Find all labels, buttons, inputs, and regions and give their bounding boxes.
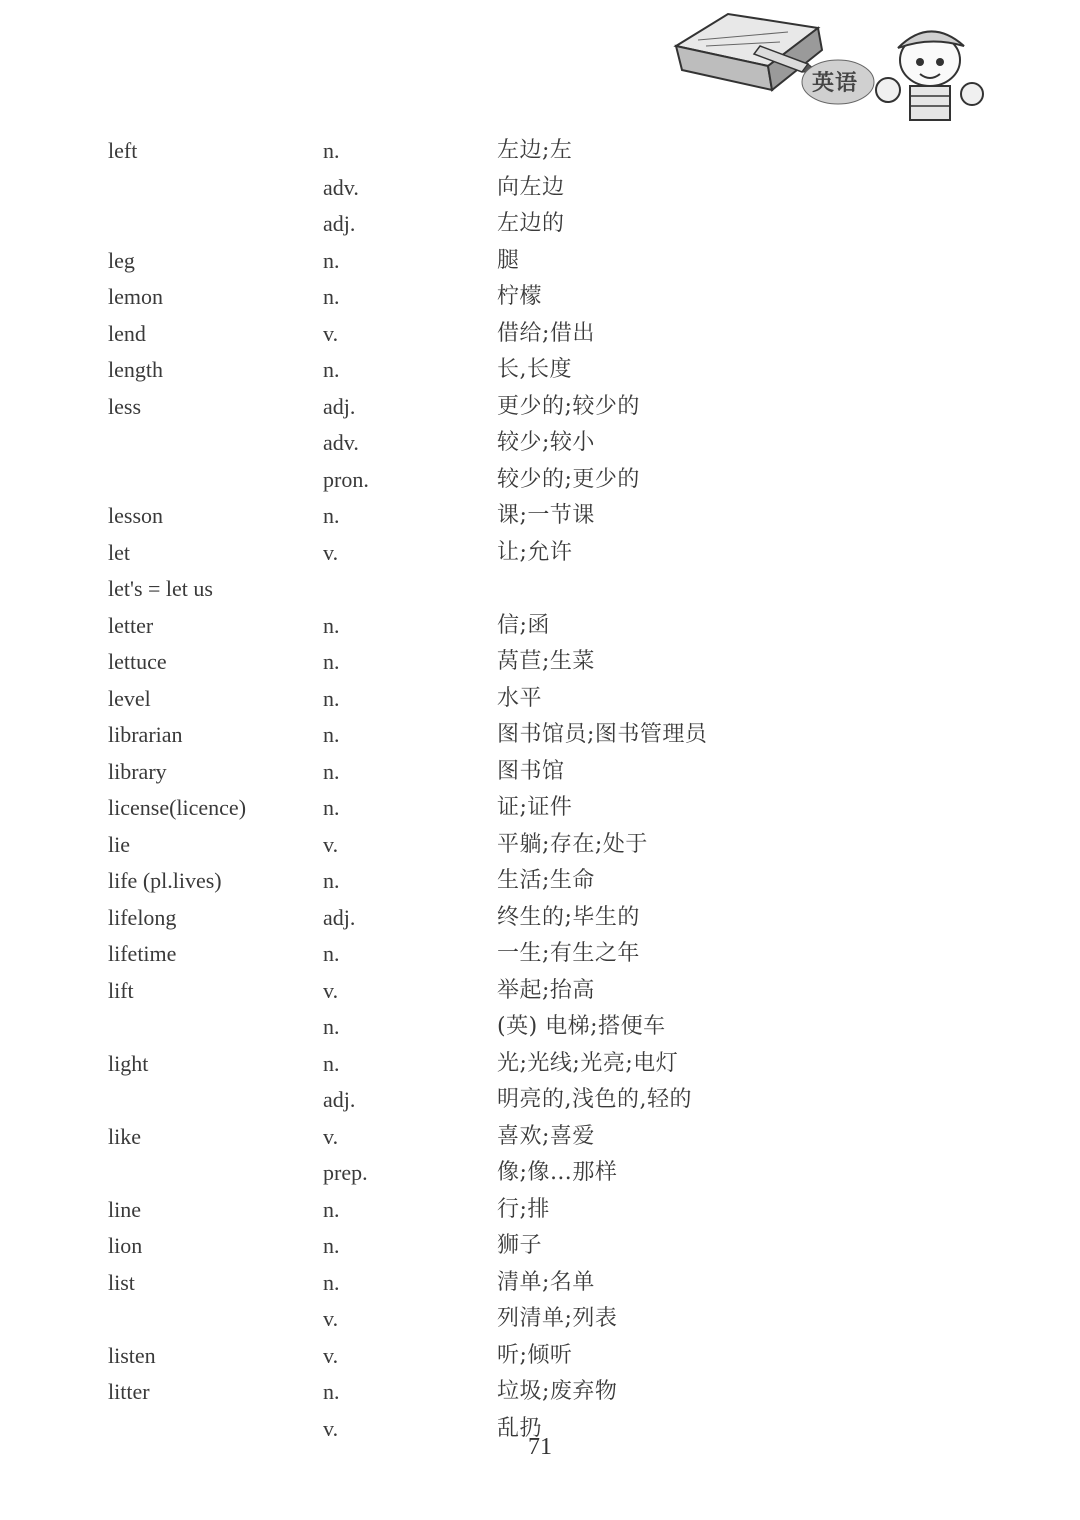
part-of-speech: n.: [323, 1233, 340, 1258]
vocab-row: [0, 1301, 1080, 1338]
part-of-speech: n.: [323, 722, 340, 747]
vocab-row: [0, 170, 1080, 207]
vocab-row: [0, 863, 1080, 900]
part-of-speech: adj.: [323, 211, 356, 236]
part-of-speech: v.: [323, 1123, 339, 1149]
vocab-row: [0, 1192, 1080, 1229]
chinese-meaning: 列清单;列表: [497, 1306, 618, 1331]
chinese-meaning: 乱扔: [497, 1415, 543, 1441]
chinese-meaning: 明亮的,浅色的,轻的: [497, 1087, 692, 1112]
part-of-speech: n.: [323, 1050, 340, 1076]
part-of-speech: n.: [323, 612, 340, 638]
vocab-row: [0, 425, 1080, 462]
part-of-speech: n.: [323, 357, 340, 382]
chinese-meaning: 较少的;更少的: [497, 466, 640, 492]
part-of-speech: v.: [323, 320, 339, 346]
part-of-speech: v.: [323, 1342, 339, 1368]
chinese-meaning: 莴苣;生菜: [497, 649, 595, 674]
chinese-meaning: 喜欢;喜爱: [497, 1123, 595, 1149]
part-of-speech: pron.: [323, 466, 369, 492]
word-text: librarian: [108, 722, 183, 747]
chinese-meaning: 向左边: [497, 174, 565, 200]
word-text: lemon: [108, 284, 163, 309]
chinese-meaning: 较少;较小: [497, 430, 595, 455]
word-text: lesson: [108, 503, 163, 528]
chinese-meaning: 终生的;毕生的: [497, 904, 640, 930]
word-text: let's = let us: [108, 576, 213, 601]
page-number: 71: [528, 1434, 552, 1460]
vocab-row: [0, 717, 1080, 754]
vocab-row: [0, 243, 1080, 280]
subject-label: 英语: [812, 71, 859, 96]
part-of-speech: n.: [323, 941, 340, 966]
word-text: letter: [108, 612, 154, 638]
vocab-row: [0, 535, 1080, 572]
vocab-row: [0, 206, 1080, 243]
vocab-row: [0, 462, 1080, 499]
chinese-meaning: 左边的: [497, 211, 565, 236]
word-text: lifelong: [108, 904, 177, 930]
vocab-row: [0, 279, 1080, 316]
chinese-meaning: 平躺;存在;处于: [497, 831, 648, 857]
vocab-row: [0, 936, 1080, 973]
vocab-row: [0, 608, 1080, 645]
chinese-meaning: 长,长度: [497, 357, 572, 382]
word-text: left: [108, 138, 138, 163]
chinese-meaning: 腿: [497, 247, 520, 273]
chinese-meaning: 光;光线;光亮;电灯: [497, 1050, 679, 1076]
chinese-meaning: 狮子: [497, 1233, 543, 1258]
part-of-speech: v.: [323, 539, 339, 565]
chinese-meaning: (英) 电梯;搭便车: [497, 1014, 666, 1039]
chinese-meaning: 图书馆: [497, 758, 565, 784]
chinese-meaning: 一生;有生之年: [497, 941, 640, 966]
vocab-row: [0, 1082, 1080, 1119]
word-text: lend: [108, 320, 146, 346]
vocab-row: [0, 754, 1080, 791]
vocab-row: [0, 1155, 1080, 1192]
vocab-row: [0, 1338, 1080, 1375]
vocab-row: [0, 1265, 1080, 1302]
chinese-meaning: 生活;生命: [497, 868, 595, 893]
word-text: lettuce: [108, 649, 167, 674]
word-text: line: [108, 1196, 141, 1222]
part-of-speech: adj.: [323, 393, 356, 419]
chinese-meaning: 听;倾听: [497, 1342, 573, 1368]
vocab-row: [0, 1119, 1080, 1156]
vocab-row: [0, 1046, 1080, 1083]
chinese-meaning: 柠檬: [497, 284, 543, 309]
chinese-meaning: 像;像…那样: [497, 1160, 618, 1185]
part-of-speech: adj.: [323, 904, 356, 930]
chinese-meaning: 让;允许: [497, 539, 573, 565]
word-text: license(licence): [108, 795, 247, 820]
chinese-meaning: 信;函: [497, 612, 550, 638]
word-text: life (pl.lives): [108, 868, 222, 893]
part-of-speech: n.: [323, 1379, 340, 1404]
vocab-row: [0, 1228, 1080, 1265]
chinese-meaning: 举起;抬高: [497, 977, 595, 1003]
word-text: like: [108, 1123, 141, 1149]
word-text: light: [108, 1050, 149, 1076]
word-text: list: [108, 1269, 135, 1295]
book-icon: [676, 14, 822, 90]
part-of-speech: adv.: [323, 174, 359, 200]
part-of-speech: adj.: [323, 1087, 356, 1112]
part-of-speech: n.: [323, 247, 340, 273]
vocab-row: [0, 973, 1080, 1010]
chinese-meaning: 垃圾;废弃物: [497, 1379, 618, 1404]
vocab-row: [0, 498, 1080, 535]
part-of-speech: v.: [323, 977, 339, 1003]
part-of-speech: n.: [323, 1014, 340, 1039]
chinese-meaning: 清单;名单: [497, 1269, 595, 1295]
cartoon-kid-icon: [876, 31, 983, 120]
vocab-row: [0, 571, 1080, 608]
word-text: listen: [108, 1342, 156, 1368]
vocab-row: [0, 389, 1080, 426]
word-text: let: [108, 539, 130, 565]
word-text: less: [108, 393, 141, 419]
vocab-row: [0, 316, 1080, 353]
vocab-row: [0, 352, 1080, 389]
part-of-speech: n.: [323, 1196, 340, 1222]
vocab-row: [0, 1374, 1080, 1411]
chinese-meaning: 课;一节课: [497, 503, 595, 528]
chinese-meaning: 左边;左: [497, 138, 573, 163]
chinese-meaning: 图书馆员;图书管理员: [497, 722, 708, 747]
word-text: lifetime: [108, 941, 177, 966]
chinese-meaning: 更少的;较少的: [497, 393, 640, 419]
part-of-speech: n.: [323, 503, 340, 528]
vocab-row: [0, 1009, 1080, 1046]
part-of-speech: n.: [323, 284, 340, 309]
word-text: lie: [108, 831, 130, 857]
part-of-speech: n.: [323, 1269, 340, 1295]
part-of-speech: v.: [323, 1415, 339, 1441]
vocab-row: [0, 644, 1080, 681]
word-text: litter: [108, 1379, 150, 1404]
word-text: level: [108, 685, 151, 711]
part-of-speech: n.: [323, 758, 340, 784]
word-text: lion: [108, 1233, 143, 1258]
vocab-row: [0, 681, 1080, 718]
chinese-meaning: 行;排: [497, 1196, 550, 1222]
word-text: library: [108, 758, 167, 784]
word-text: length: [108, 357, 163, 382]
part-of-speech: n.: [323, 685, 340, 711]
word-text: leg: [108, 247, 135, 273]
vocab-row: [0, 790, 1080, 827]
part-of-speech: n.: [323, 868, 340, 893]
chinese-meaning: 借给;借出: [497, 320, 595, 346]
part-of-speech: prep.: [323, 1160, 368, 1185]
header-illustration: [668, 6, 998, 124]
chinese-meaning: 水平: [497, 685, 543, 711]
part-of-speech: v.: [323, 831, 339, 857]
part-of-speech: v.: [323, 1306, 339, 1331]
vocabulary-list: [0, 133, 1080, 1447]
part-of-speech: n.: [323, 138, 340, 163]
part-of-speech: n.: [323, 795, 340, 820]
chinese-meaning: 证;证件: [497, 795, 573, 820]
vocab-row: [0, 900, 1080, 937]
vocab-row: [0, 133, 1080, 170]
part-of-speech: adv.: [323, 430, 359, 455]
part-of-speech: n.: [323, 649, 340, 674]
vocab-row: [0, 827, 1080, 864]
word-text: lift: [108, 977, 134, 1003]
